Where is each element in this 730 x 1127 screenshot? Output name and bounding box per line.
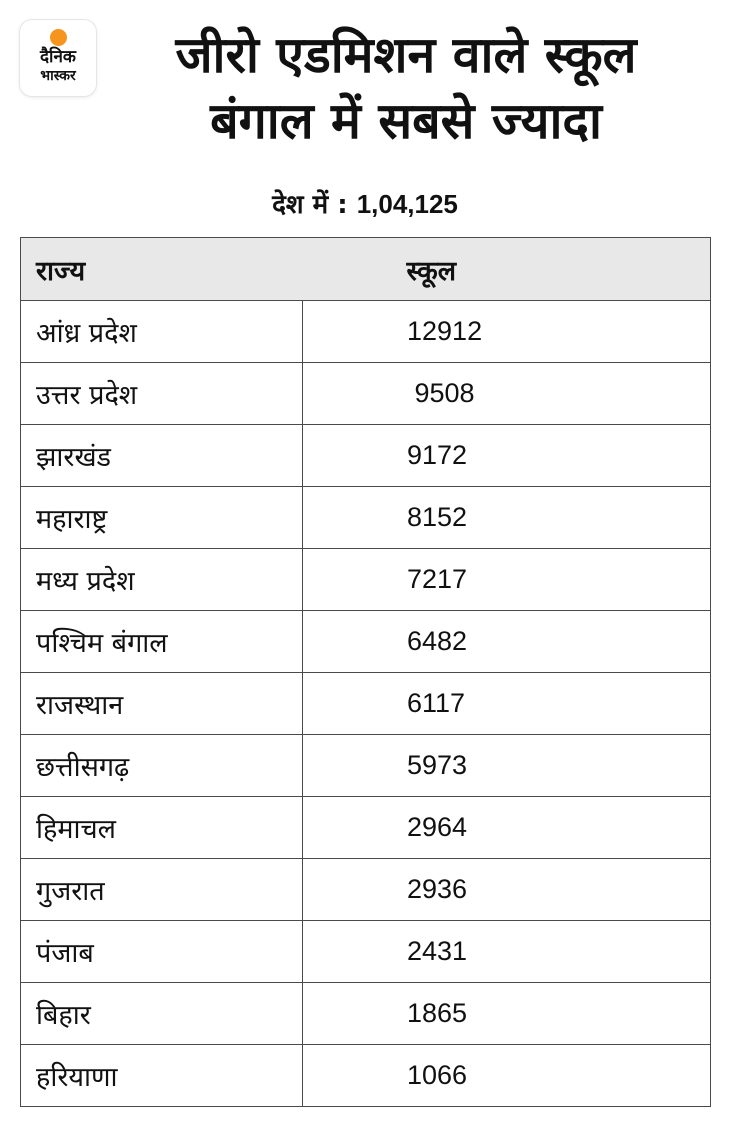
dainik-bhaskar-logo <box>20 20 96 96</box>
subtitle <box>0 184 730 225</box>
table-header-row <box>21 238 711 301</box>
schools-cell: 5973 <box>303 735 711 797</box>
schools-cell: 2936 <box>303 859 711 921</box>
state-cell: गुजरात <box>21 859 303 921</box>
table-row <box>21 487 711 549</box>
state-cell: उत्तर प्रदेश <box>21 363 303 425</box>
table-row <box>21 859 711 921</box>
header-schools: स्कूल <box>303 238 711 301</box>
schools-cell: 2964 <box>303 797 711 859</box>
schools-cell: 6482 <box>303 611 711 673</box>
headline-line2: बंगाल में सबसे ज्यादा <box>210 92 602 150</box>
schools-cell: 7217 <box>303 549 711 611</box>
schools-cell: 8152 <box>303 487 711 549</box>
state-cell: बिहार <box>21 983 303 1045</box>
table-row <box>21 983 711 1045</box>
schools-cell: 2431 <box>303 921 711 983</box>
table-row <box>21 1045 711 1107</box>
table-header <box>21 238 711 301</box>
headline <box>106 22 706 154</box>
table-row <box>21 425 711 487</box>
state-cell: महाराष्ट्र <box>21 487 303 549</box>
state-cell: पश्चिम बंगाल <box>21 611 303 673</box>
state-cell: झारखंड <box>21 425 303 487</box>
state-cell: हिमाचल <box>21 797 303 859</box>
logo-text-line1: दैनिक <box>40 47 76 67</box>
state-cell: पंजाब <box>21 921 303 983</box>
logo-text-line2: भास्कर <box>40 68 76 84</box>
state-cell: आंध्र प्रदेश <box>21 301 303 363</box>
table-row <box>21 673 711 735</box>
schools-cell: 6117 <box>303 673 711 735</box>
schools-cell: 9172 <box>303 425 711 487</box>
table-row <box>21 735 711 797</box>
schools-table <box>20 237 711 1107</box>
table-row <box>21 549 711 611</box>
schools-cell: 9508 <box>303 363 711 425</box>
table-row <box>21 611 711 673</box>
state-cell: छत्तीसगढ़ <box>21 735 303 797</box>
table-body <box>21 301 711 1107</box>
table-row <box>21 921 711 983</box>
subtitle-label: देश में : <box>272 190 357 220</box>
table-row <box>21 363 711 425</box>
header-state: राज्य <box>21 238 303 301</box>
table-row <box>21 301 711 363</box>
sun-icon <box>50 29 67 46</box>
table-row <box>21 797 711 859</box>
schools-cell: 1066 <box>303 1045 711 1107</box>
state-cell: मध्य प्रदेश <box>21 549 303 611</box>
schools-cell: 12912 <box>303 301 711 363</box>
schools-cell: 1865 <box>303 983 711 1045</box>
headline-line1: जीरो एडमिशन वाले स्कूल <box>175 26 637 84</box>
state-cell: हरियाणा <box>21 1045 303 1107</box>
state-cell: राजस्थान <box>21 673 303 735</box>
subtitle-total: 1,04,125 <box>356 189 458 219</box>
